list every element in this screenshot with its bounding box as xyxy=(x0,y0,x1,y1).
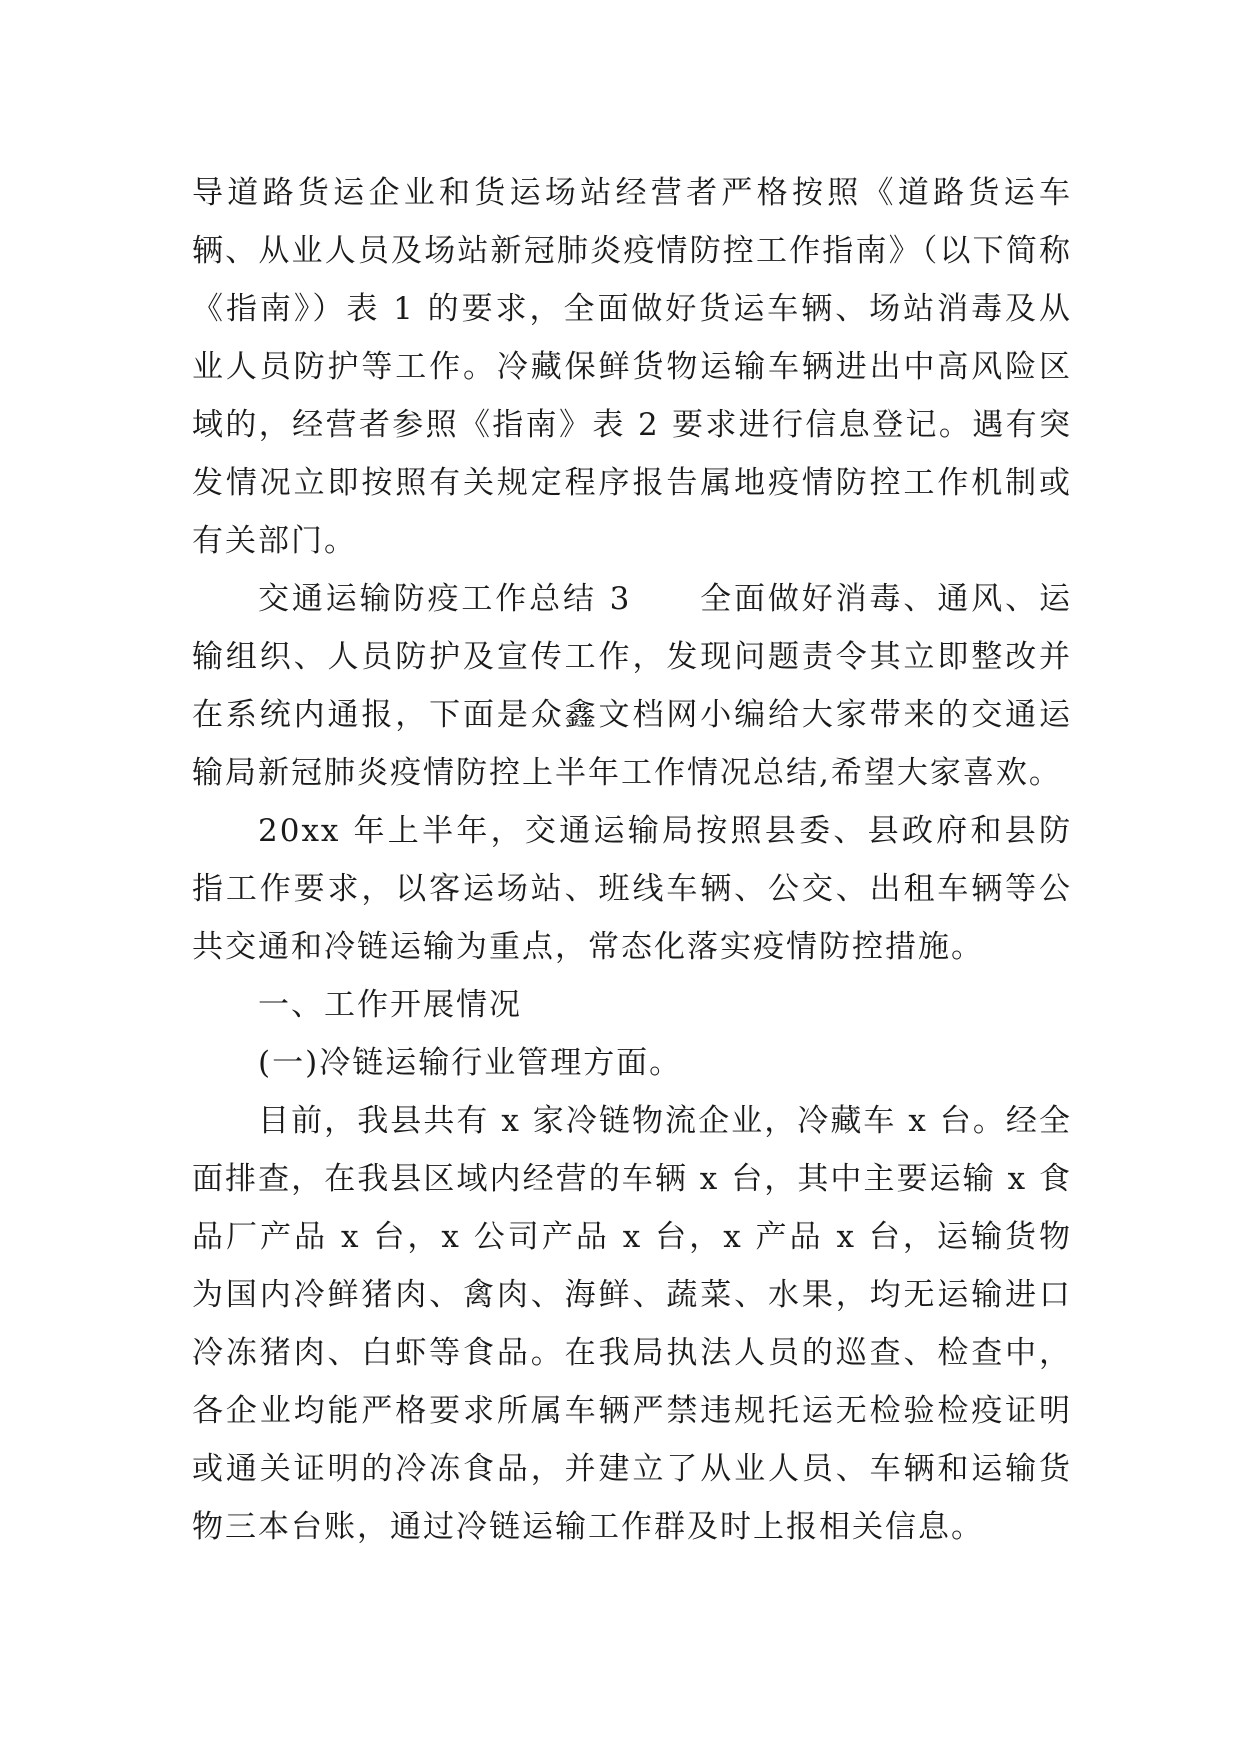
paragraph-half-year-overview: 20xx 年上半年，交通运输局按照县委、县政府和县防指工作要求，以客运场站、班线车辆、公交、出租车辆等公共交通和冷链运输为重点，常态化落实疫情防控措施。 xyxy=(192,813,1072,965)
paragraph-cold-chain-details: 目前，我县共有 x 家冷链物流企业，冷藏车 x 台。经全面排查，在我县区域内经营的车辆 x 台，其中主要运输 x 食品厂产品 x 台，x 公司产品 x 台，x 产品 x 台，运输货物为国内冷鲜猪肉、禽肉、海鲜、蔬菜、水果，均无运输进口冷冻猪肉、白虾等食品。在我局执法人员的巡查、检查中，各企业均能严格要求所属车辆严禁违规托运无检验检疫证明或通关证明的冷冻食品，并建立了从业人员、车辆和运输货物三本台账，通过冷链运输工作群及时上报相关信息。 xyxy=(192,1103,1072,1545)
paragraph-continuation: 导道路货运企业和货运场站经营者严格按照《道路货运车辆、从业人员及场站新冠肺炎疫情防控工作指南》（以下简称《指南》）表 1 的要求，全面做好货运车辆、场站消毒及从业人员防护等工作。冷藏保鲜货物运输车辆进出中高风险区域的，经营者参照《指南》表 2 要求进行信息登记。遇有突发情况立即按照有关规定程序报告属地疫情防控工作机制或有关部门。 xyxy=(192,175,1072,559)
subsection-heading-cold-chain: (一)冷链运输行业管理方面。 xyxy=(258,1045,683,1081)
document-body xyxy=(192,164,1072,1556)
section-heading-work-status: 一、工作开展情况 xyxy=(258,987,522,1023)
paragraph-summary-intro: 交通运输防疫工作总结 3 全面做好消毒、通风、运输组织、人员防护及宣传工作，发现问题责令其立即整改并在系统内通报，下面是众鑫文档网小编给大家带来的交通运输局新冠肺炎疫情防控上半年工作情况总结,希望大家喜欢。 xyxy=(192,581,1072,791)
